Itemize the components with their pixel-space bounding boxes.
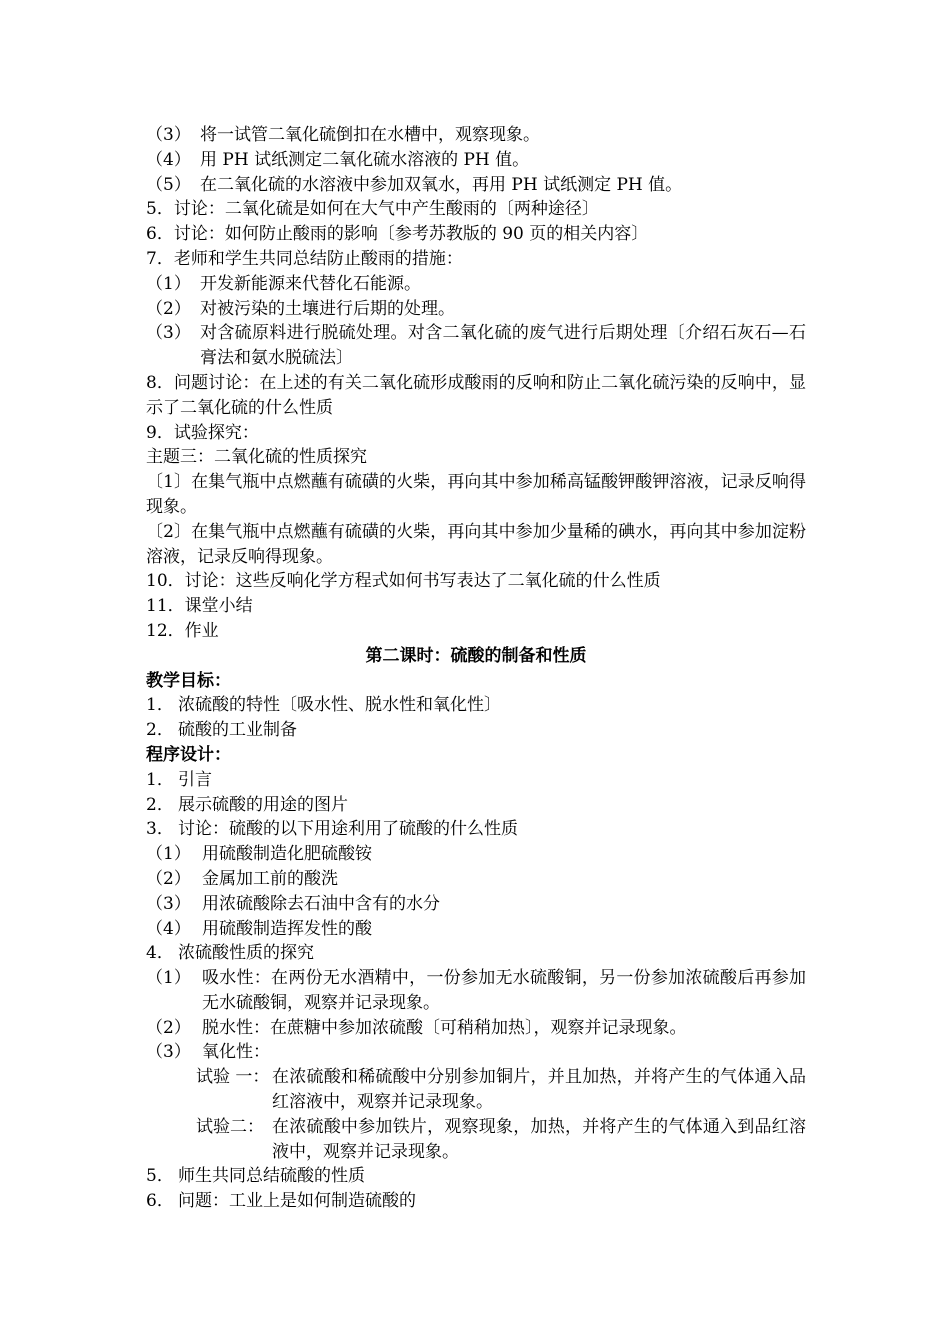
list-item	[146, 148, 806, 173]
step-10-discussion: 10．讨论：这些反响化学方程式如何书写表达了二氧化硫的什么性质	[146, 571, 661, 592]
item-label: （3）	[146, 1042, 191, 1063]
experiment-1: 〔1〕在集气瓶中点燃蘸有硫磺的火柴，再向其中参加稀高锰酸钾酸钾溶液，记录反响得现象。	[146, 472, 806, 517]
use-item	[146, 917, 806, 942]
property-item	[146, 966, 806, 1016]
item-text: 开发新能源来代替化石能源。	[200, 273, 421, 294]
measure-item	[146, 272, 806, 297]
item-text: 用 PH 试纸测定二氧化硫水溶液的 PH 值。	[200, 149, 530, 170]
item-text: 将一试管二氧化硫倒扣在水槽中，观察现象。	[200, 125, 540, 145]
procedure-step	[146, 768, 806, 793]
item-label: （2）	[146, 298, 191, 319]
procedure-step	[146, 793, 806, 818]
list-item	[146, 173, 806, 198]
item-label: 3．	[146, 819, 174, 840]
item-label: 2．	[146, 720, 174, 741]
item-text: 用硫酸制造化肥硫酸铵	[202, 844, 372, 865]
item-text: 在二氧化硫的水溶液中参加双氧水，再用 PH 试纸测定 PH 值。	[200, 174, 683, 195]
item-text: 浓硫酸性质的探究	[178, 943, 314, 964]
oxidation-experiment	[146, 1115, 806, 1165]
item-text: 浓硫酸的特性〔吸水性、脱水性和氧化性〕	[178, 695, 501, 716]
item-label: （4）	[146, 918, 191, 939]
use-item	[146, 842, 806, 867]
goals-heading: 教学目标：	[146, 670, 231, 691]
experiment-label: 试验二：	[196, 1116, 264, 1137]
item-label: （1）	[146, 273, 191, 294]
item-label: （5）	[146, 174, 191, 195]
experiment-text: 在浓硫酸中参加铁片，观察现象，加热，并将产生的气体通入到品红溶液中，观察并记录现象。	[272, 1116, 806, 1162]
item-text: 对含硫原料进行脱硫处理。对含二氧化硫的废气进行后期处理〔介绍石灰石—石膏法和氨水脱硫法〕	[200, 323, 806, 369]
item-text: 师生共同总结硫酸的性质	[178, 1166, 365, 1187]
step-11-summary: 11．课堂小结	[146, 596, 253, 617]
lesson-2-title: 第二课时：硫酸的制备和性质	[365, 645, 587, 666]
step-9-experiment: 9．试验探究：	[146, 422, 259, 443]
item-label: （1）	[146, 968, 191, 989]
experiment-label: 试验 一：	[196, 1067, 270, 1088]
item-text: 讨论：硫酸的以下用途利用了硫酸的什么性质	[178, 819, 518, 840]
item-text: 脱水性：在蔗糖中参加浓硫酸〔可稍稍加热〕，观察并记录现象。	[202, 1017, 687, 1038]
experiment-text: 在浓硫酸和稀硫酸中分别参加铜片，并且加热，并将产生的气体通入品红溶液中，观察并记录现象。	[272, 1067, 806, 1113]
goal-item	[146, 718, 806, 743]
experiment-2: 〔2〕在集气瓶中点燃蘸有硫磺的火柴，再向其中参加少量稀的碘水，再向其中参加淀粉溶液，记录反响得现象。	[146, 521, 806, 567]
item-text: 用硫酸制造挥发性的酸	[202, 918, 372, 939]
item-label: 2．	[146, 794, 174, 815]
step-7-summary: 7．老师和学生共同总结防止酸雨的措施：	[146, 248, 463, 269]
item-label: 1．	[146, 769, 174, 790]
procedure-step	[146, 1164, 806, 1189]
procedure-step	[146, 817, 806, 842]
item-label: （3）	[146, 323, 191, 344]
item-label: （4）	[146, 149, 191, 170]
document-page	[146, 123, 806, 1214]
item-text: 引言	[178, 769, 212, 790]
item-text: 吸水性：在两份无水酒精中，一份参加无水硫酸铜，另一份参加浓硫酸后再参加无水硫酸铜，观察并记录现象。	[202, 968, 806, 1013]
item-text: 氧化性：	[202, 1042, 270, 1063]
goal-item	[146, 693, 806, 718]
item-label: 6．	[146, 1191, 174, 1212]
item-text: 展示硫酸的用途的图片	[178, 794, 348, 815]
procedure-step	[146, 941, 806, 966]
list-item	[146, 123, 806, 148]
item-label: 4．	[146, 943, 174, 964]
step-8-question: 8．问题讨论：在上述的有关二氧化硫形成酸雨的反响和防止二氧化硫污染的反响中，显示了二氧化硫的什么性质	[146, 372, 806, 418]
item-text: 问题：工业上是如何制造硫酸的	[178, 1191, 416, 1212]
item-label: （2）	[146, 868, 191, 889]
step-12-homework: 12．作业	[146, 620, 219, 641]
theme-3-heading: 主题三：二氧化硫的性质探究	[146, 447, 367, 468]
use-item	[146, 892, 806, 917]
procedure-step	[146, 1189, 806, 1214]
item-label: （2）	[146, 1017, 191, 1038]
measure-item	[146, 321, 806, 371]
use-item	[146, 867, 806, 892]
item-label: （3）	[146, 125, 191, 145]
item-label: 5．	[146, 1166, 174, 1187]
item-text: 硫酸的工业制备	[178, 720, 297, 741]
item-label: （3）	[146, 893, 191, 914]
step-5-discussion: 5．讨论：二氧化硫是如何在大气中产生酸雨的〔两种途径〕	[146, 199, 599, 220]
item-text: 对被污染的土壤进行后期的处理。	[200, 298, 455, 319]
item-text: 用浓硫酸除去石油中含有的水分	[202, 893, 440, 914]
oxidation-experiment	[146, 1065, 806, 1115]
property-item	[146, 1016, 806, 1041]
step-6-discussion: 6．讨论：如何防止酸雨的影响〔参考苏教版的 90 页的相关内容〕	[146, 224, 649, 245]
procedure-heading: 程序设计：	[146, 744, 231, 765]
measure-item	[146, 297, 806, 322]
item-label: 1．	[146, 695, 174, 716]
item-text: 金属加工前的酸洗	[202, 868, 338, 889]
property-item	[146, 1040, 806, 1065]
item-label: （1）	[146, 844, 191, 865]
